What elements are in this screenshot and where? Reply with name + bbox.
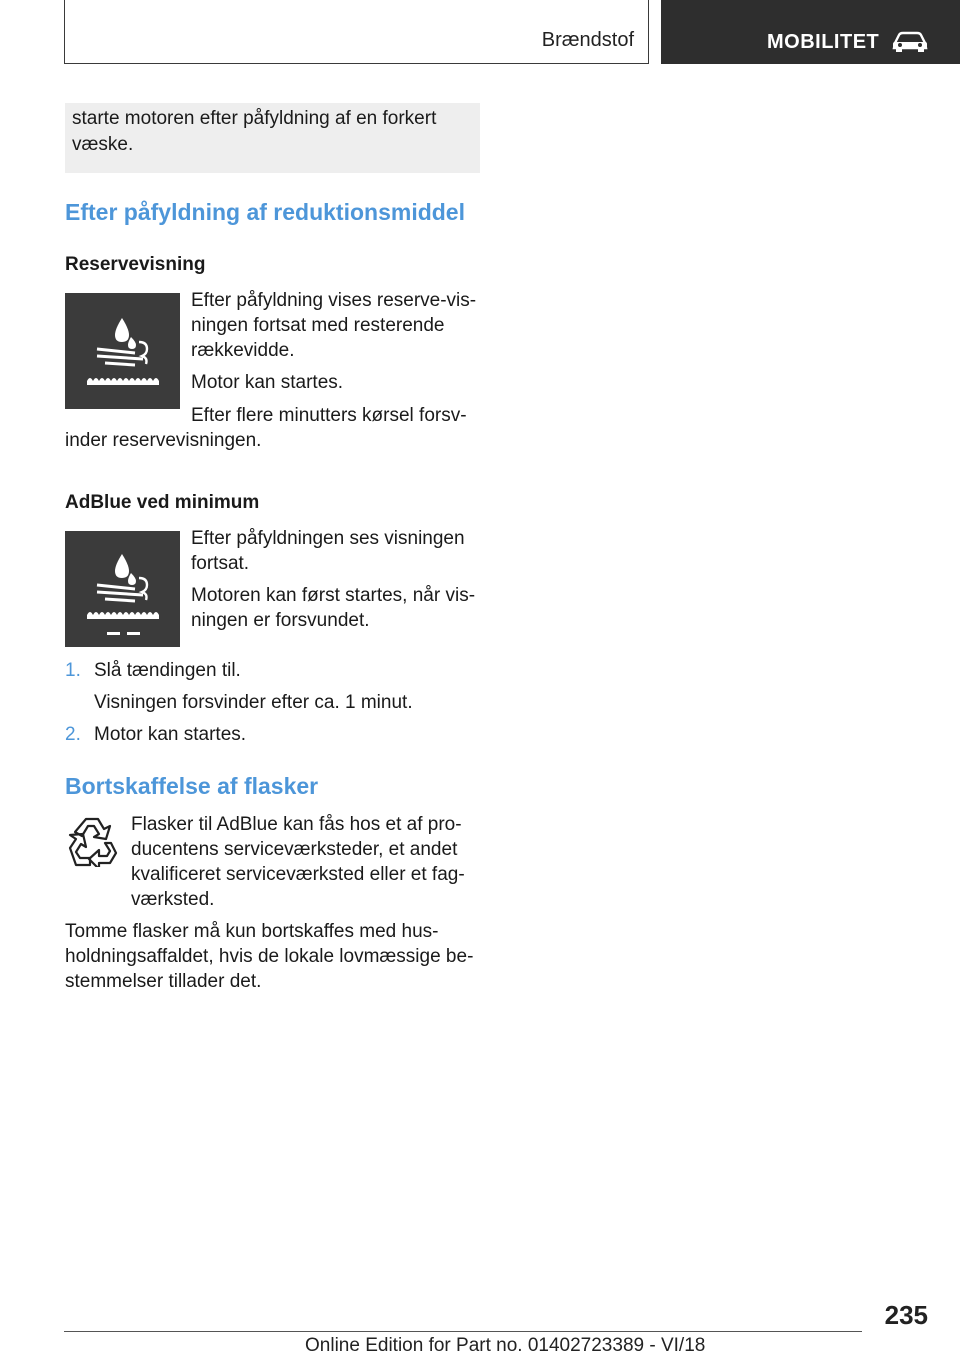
section-heading-disposal: Bortskaffelse af flasker <box>65 773 319 799</box>
warning-box <box>65 103 480 173</box>
footer-divider <box>64 1331 862 1332</box>
minimum-text-block <box>191 526 481 640</box>
subheading-reserve: Reservevisning <box>65 254 206 275</box>
minimum-paragraph: Efter påfyldningen ses visningen fortsat. <box>191 528 465 574</box>
reserve-paragraph: Motor kan startes. <box>191 372 344 393</box>
section-title: Brændstof <box>541 29 634 51</box>
step-text: Slå tændingen til. <box>94 660 241 681</box>
chapter-title: MOBILITET <box>767 31 880 53</box>
step-subtext: Visningen forsvinder efter ca. 1 minut. <box>94 692 413 713</box>
step-item <box>94 658 480 722</box>
footer-edition: Online Edition for Part no. 01402723389 - VI/18 <box>305 1335 706 1356</box>
reserve-paragraph: Efter påfyldning vises reserve-visningen fortsat med resterende rækkevidde. <box>191 290 477 361</box>
disposal-text-block <box>131 812 480 919</box>
header-section-box <box>64 0 649 64</box>
reserve-text-wrap <box>65 403 480 460</box>
step-number: 2. <box>65 724 81 745</box>
reserve-paragraph: Efter flere minutters kørsel forsvinder reservevisningen. <box>65 405 467 451</box>
section-heading-after-refill: Efter påfyldning af reduktionsmiddel <box>65 199 465 225</box>
header-chapter-box <box>661 0 960 64</box>
recycle-icon <box>66 815 118 867</box>
step-item <box>94 722 480 754</box>
adblue-reserve-icon <box>65 293 180 409</box>
step-number: 1. <box>65 660 81 681</box>
subheading-minimum: AdBlue ved minimum <box>65 492 260 513</box>
page-number: 235 <box>884 1300 928 1330</box>
step-text: Motor kan startes. <box>94 724 247 745</box>
disposal-text-wrap <box>65 919 480 1001</box>
warning-text: starte motoren efter påfyldning af en forkert væske. <box>72 108 437 155</box>
car-icon <box>891 29 929 53</box>
disposal-paragraph: Tomme flasker må kun bortskaffes med husholdningsaffaldet, hvis de lokale lovmæssige bestemmelser tillader det. <box>65 921 474 992</box>
disposal-paragraph: Flasker til AdBlue kan fås hos et af producentens serviceværksteder, et andet kvalificeret serviceværksted eller et fagværksted. <box>131 814 465 910</box>
adblue-minimum-icon <box>65 531 180 647</box>
reserve-text-block <box>191 288 481 402</box>
minimum-paragraph: Motoren kan først startes, når visningen er forsvundet. <box>191 585 476 631</box>
